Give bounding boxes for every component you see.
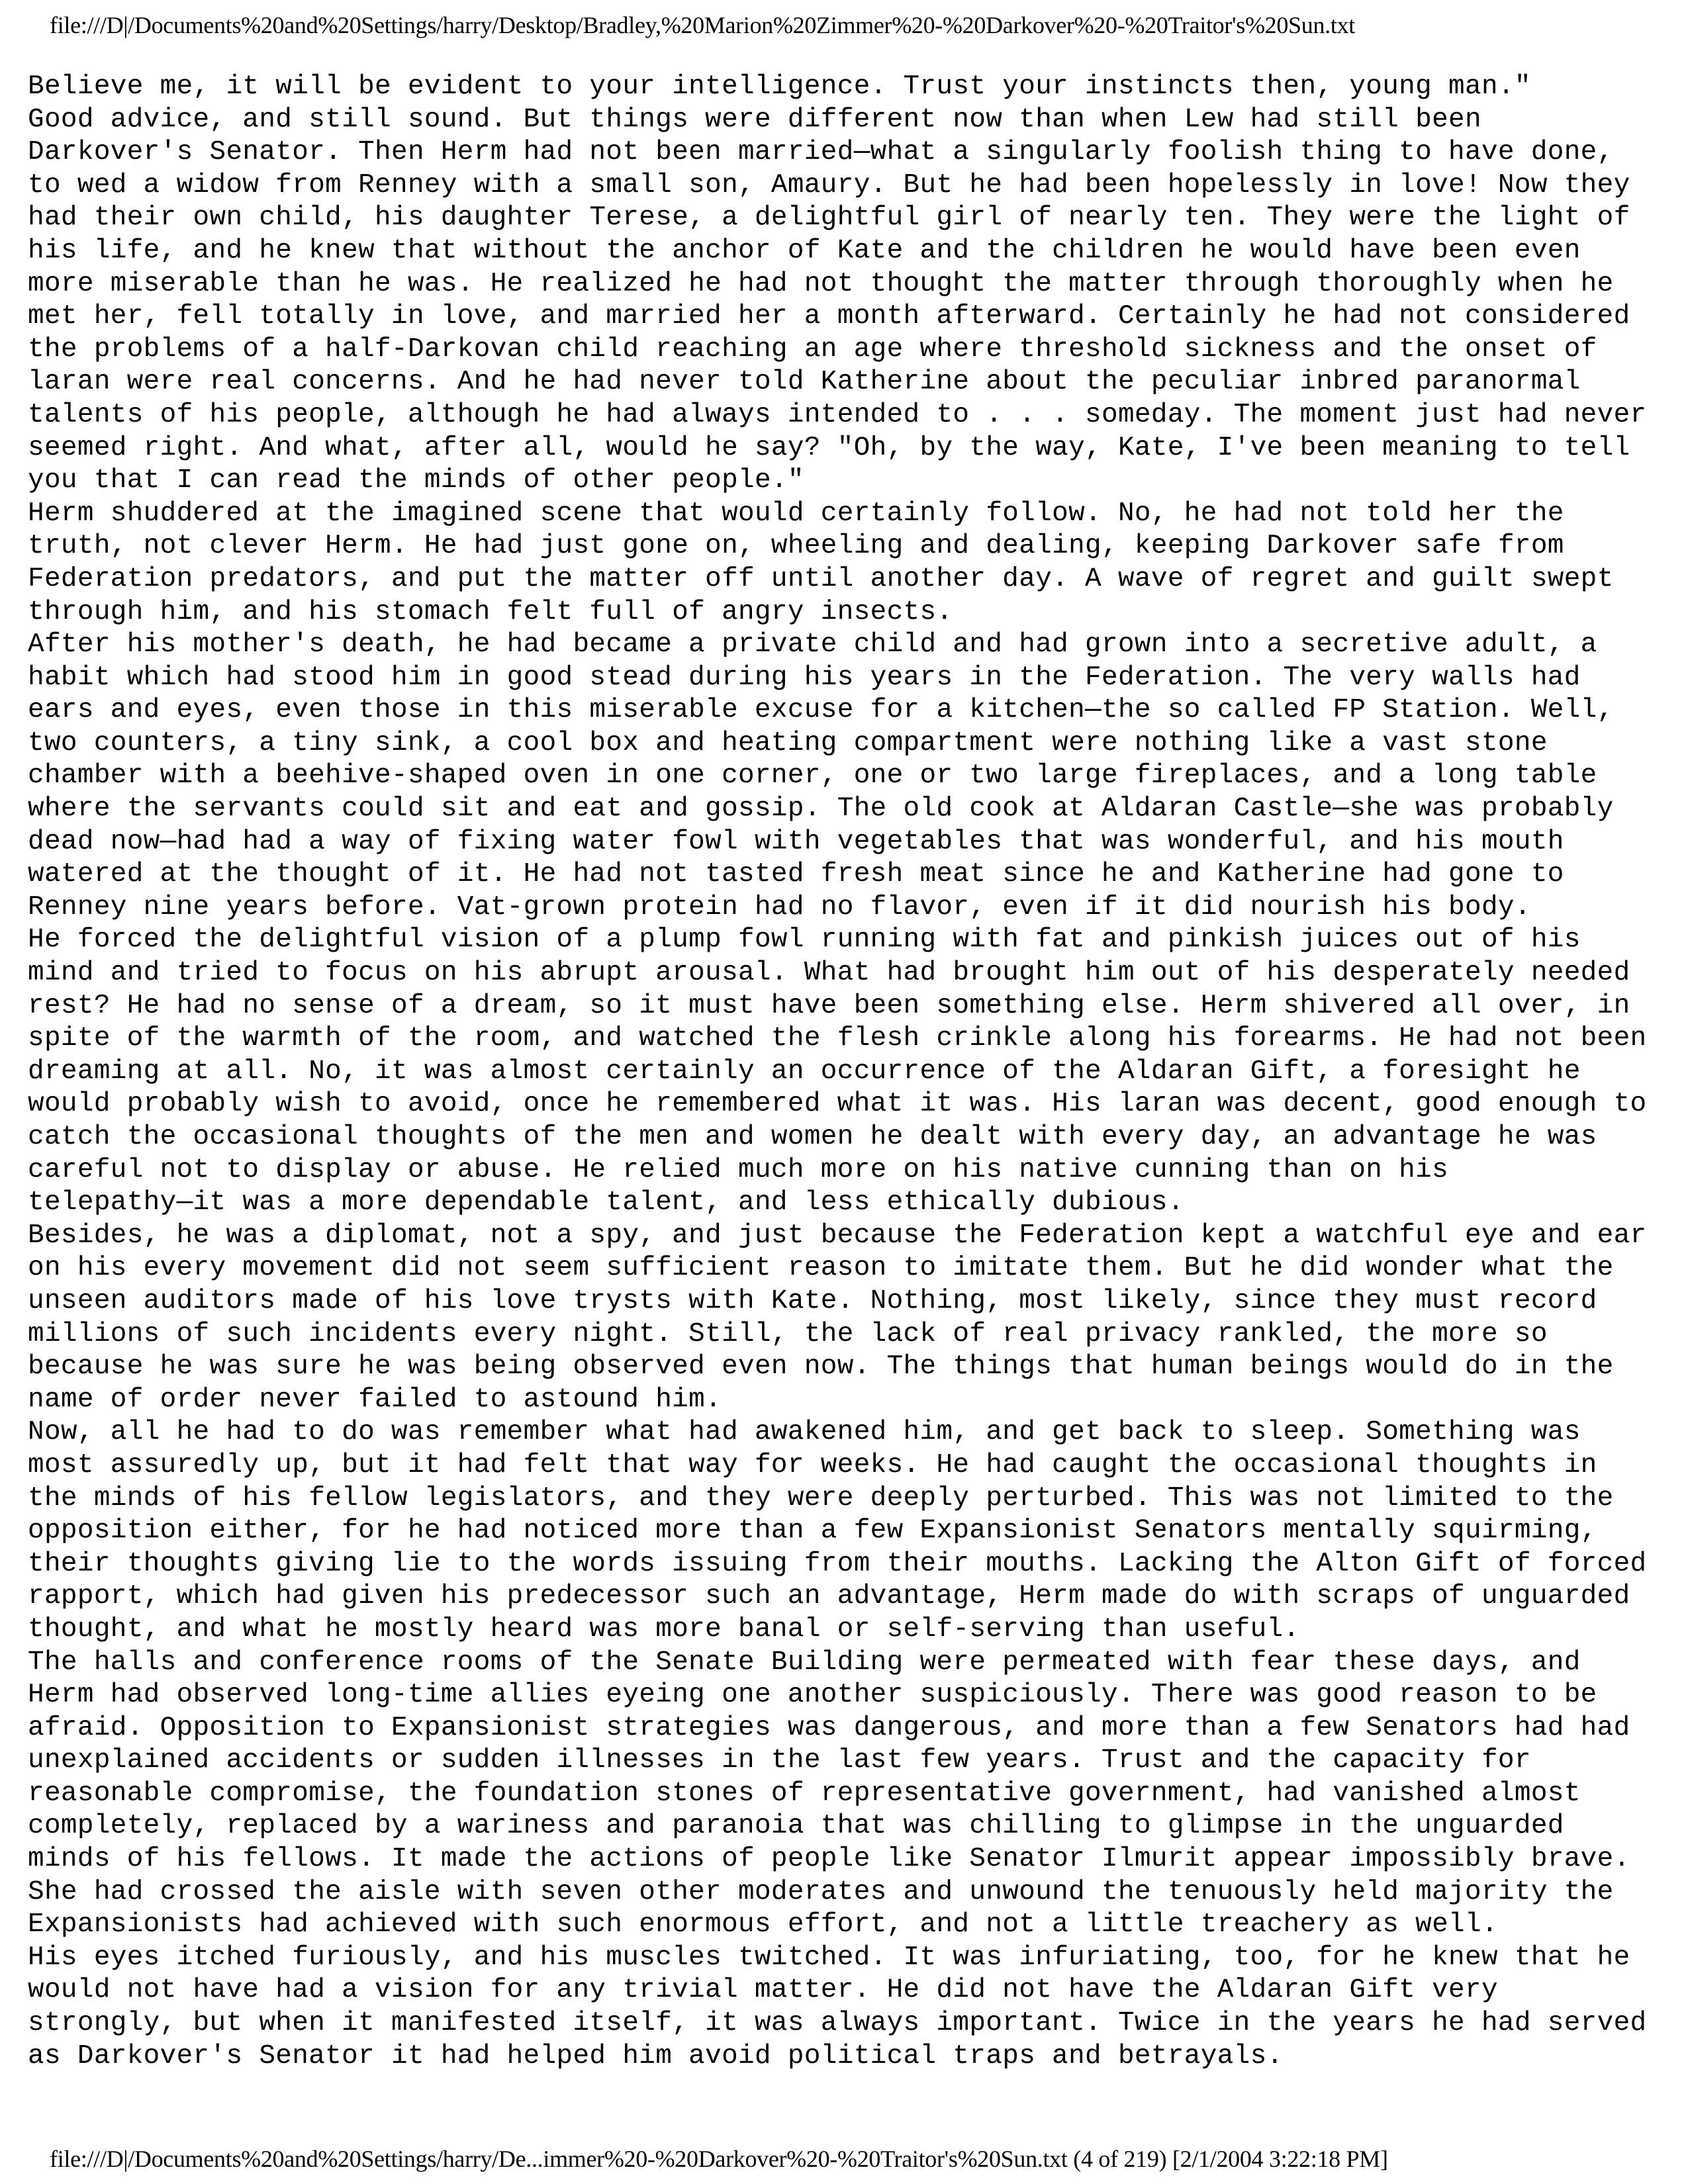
text-line: telepathy—it was a more dependable talent, and less ethically dubious.	[28, 1187, 1184, 1218]
text-line: Herm had observed long-time allies eyeing one another suspiciously. There was good reason to be	[28, 1680, 1597, 1711]
text-line: mind and tried to focus on his abrupt arousal. What had brought him out of his desperately needed	[28, 958, 1630, 989]
text-line: where the servants could sit and eat and gossip. The old cook at Aldaran Castle—she was probably	[28, 794, 1614, 825]
text-line: reasonable compromise, the foundation stones of representative government, had vanished almost	[28, 1778, 1581, 1809]
text-line: to wed a widow from Renney with a small son, Amaury. But he had been hopelessly in love! Now they	[28, 169, 1630, 201]
text-line: dreaming at all. No, it was almost certainly an occurrence of the Aldaran Gift, a foresight he	[28, 1056, 1581, 1087]
text-line: unseen auditors made of his love trysts with Kate. Nothing, most likely, since they must record	[28, 1285, 1597, 1316]
text-line: Darkover's Senator. Then Herm had not been married—what a singularly foolish thing to have done,	[28, 137, 1614, 168]
text-line: millions of such incidents every night. Still, the lack of real privacy rankled, the more so	[28, 1318, 1548, 1349]
text-line: most assuredly up, but it had felt that way for weeks. He had caught the occasional thoughts in	[28, 1449, 1597, 1480]
text-line: His eyes itched furiously, and his muscles twitched. It was infuriating, too, for he knew that he	[28, 1942, 1630, 1973]
text-line: Federation predators, and put the matter off until another day. A wave of regret and guilt swept	[28, 563, 1614, 594]
text-line: name of order never failed to astound him.	[28, 1384, 722, 1415]
text-line: on his every movement did not seem sufficient reason to imitate them. But he did wonder what the	[28, 1253, 1614, 1284]
text-line: Besides, he was a diplomat, not a spy, and just because the Federation kept a watchful eye and ear	[28, 1220, 1647, 1251]
text-line: dead now—had had a way of fixing water fowl with vegetables that was wonderful, and his mouth	[28, 826, 1564, 857]
text-line: After his mother's death, he had became a private child and had grown into a secretive adult, a	[28, 629, 1597, 660]
text-line: Herm shuddered at the imagined scene that would certainly follow. No, he had not told her the	[28, 498, 1564, 529]
text-line: unexplained accidents or sudden illnesses in the last few years. Trust and the capacity for	[28, 1745, 1531, 1776]
text-line: chamber with a beehive-shaped oven in one corner, one or two large fireplaces, and a long table	[28, 760, 1597, 792]
text-line: Good advice, and still sound. But things were different now than when Lew had still been	[28, 104, 1481, 135]
text-line: opposition either, for he had noticed more than a few Expansionist Senators mentally squirming,	[28, 1516, 1597, 1547]
text-line: truth, not clever Herm. He had just gone on, wheeling and dealing, keeping Darkover safe from	[28, 531, 1564, 562]
text-line: laran were real concerns. And he had never told Katherine about the peculiar inbred paranormal	[28, 367, 1581, 398]
text-line: the problems of a half-Darkovan child reaching an age where threshold sickness and the onset of	[28, 334, 1597, 365]
text-line: thought, and what he mostly heard was more banal or self-serving than useful.	[28, 1614, 1300, 1645]
text-line: would not have had a vision for any trivial matter. He did not have the Aldaran Gift very	[28, 1975, 1498, 2006]
text-line: rest? He had no sense of a dream, so it must have been something else. Herm shivered all over, in	[28, 990, 1630, 1021]
text-line: strongly, but when it manifested itself, it was always important. Twice in the years he had served	[28, 2008, 1647, 2039]
text-line: because he was sure he was being observed even now. The things that human beings would do in the	[28, 1351, 1614, 1383]
text-line: spite of the warmth of the room, and watched the flesh crinkle along his forearms. He had not been	[28, 1023, 1647, 1054]
text-line: Renney nine years before. Vat-grown protein had no flavor, even if it did nourish his body.	[28, 891, 1531, 923]
text-line: minds of his fellows. It made the actions of people like Senator Ilmurit appear impossibly brave.	[28, 1844, 1630, 1875]
text-line: completely, replaced by a wariness and paranoia that was chilling to glimpse in the unguarded	[28, 1811, 1564, 1842]
text-line: through him, and his stomach felt full of angry insects.	[28, 596, 953, 627]
text-line: Now, all he had to do was remember what had awakened him, and get back to sleep. Something was	[28, 1417, 1581, 1448]
text-line: had their own child, his daughter Terese, a delightful girl of nearly ten. They were the light of	[28, 203, 1630, 234]
text-line: watered at the thought of it. He had not tasted fresh meat since he and Katherine had gone to	[28, 859, 1564, 890]
text-line: you that I can read the minds of other people."	[28, 465, 804, 496]
text-line: Believe me, it will be evident to your intelligence. Trust your instincts then, young man."	[28, 71, 1531, 102]
text-line: more miserable than he was. He realized he had not thought the matter through thoroughly when he	[28, 268, 1614, 299]
text-line: Expansionists had achieved with such enormous effort, and not a little treachery as well.	[28, 1909, 1498, 1940]
text-line: his life, and he knew that without the anchor of Kate and the children he would have been even	[28, 235, 1581, 266]
text-line: seemed right. And what, after all, would he say? "Oh, by the way, Kate, I've been meaning to tell	[28, 432, 1630, 463]
text-line: talents of his people, although he had always intended to . . . someday. The moment just had never	[28, 399, 1647, 430]
header-file-url: file:///D|/Documents%20and%20Settings/harry/Desktop/Bradley,%20Marion%20Zimmer%20-%20Darkover%20-%20Traitor's%20Sun.txt	[50, 12, 1355, 38]
text-line: The halls and conference rooms of the Senate Building were permeated with fear these days, and	[28, 1647, 1581, 1678]
text-line: habit which had stood him in good stead during his years in the Federation. The very walls had	[28, 662, 1581, 693]
text-line: met her, fell totally in love, and married her a month afterward. Certainly he had not considered	[28, 301, 1630, 332]
text-line: the minds of his fellow legislators, and they were deeply perturbed. This was not limited to the	[28, 1482, 1614, 1514]
text-line: careful not to display or abuse. He relied much more on his native cunning than on his	[28, 1154, 1449, 1185]
text-line: two counters, a tiny sink, a cool box and heating compartment were nothing like a vast stone	[28, 727, 1548, 758]
text-line: He forced the delightful vision of a plump fowl running with fat and pinkish juices out of his	[28, 925, 1581, 956]
footer-file-url: file:///D|/Documents%20and%20Settings/harry/De...immer%20-%20Darkover%20-%20Traitor's%20Sun.txt (4 of 219) [2/1/2004 3:22:18 PM]	[50, 2146, 1388, 2172]
text-line: She had crossed the aisle with seven other moderates and unwound the tenuously held majority the	[28, 1876, 1614, 1907]
text-line: afraid. Opposition to Expansionist strategies was dangerous, and more than a few Senators had had	[28, 1712, 1630, 1743]
text-line: as Darkover's Senator it had helped him avoid political traps and betrayals.	[28, 2040, 1284, 2071]
text-line: ears and eyes, even those in this miserable excuse for a kitchen—the so called FP Station. Well,	[28, 695, 1614, 726]
text-line: would probably wish to avoid, once he remembered what it was. His laran was decent, good enough to	[28, 1089, 1647, 1120]
document-text-body	[28, 71, 1669, 2073]
text-line: rapport, which had given his predecessor such an advantage, Herm made do with scraps of unguarded	[28, 1581, 1630, 1612]
text-line: their thoughts giving lie to the words issuing from their mouths. Lacking the Alton Gift of forced	[28, 1548, 1647, 1579]
text-line: catch the occasional thoughts of the men and women he dealt with every day, an advantage he was	[28, 1122, 1597, 1152]
